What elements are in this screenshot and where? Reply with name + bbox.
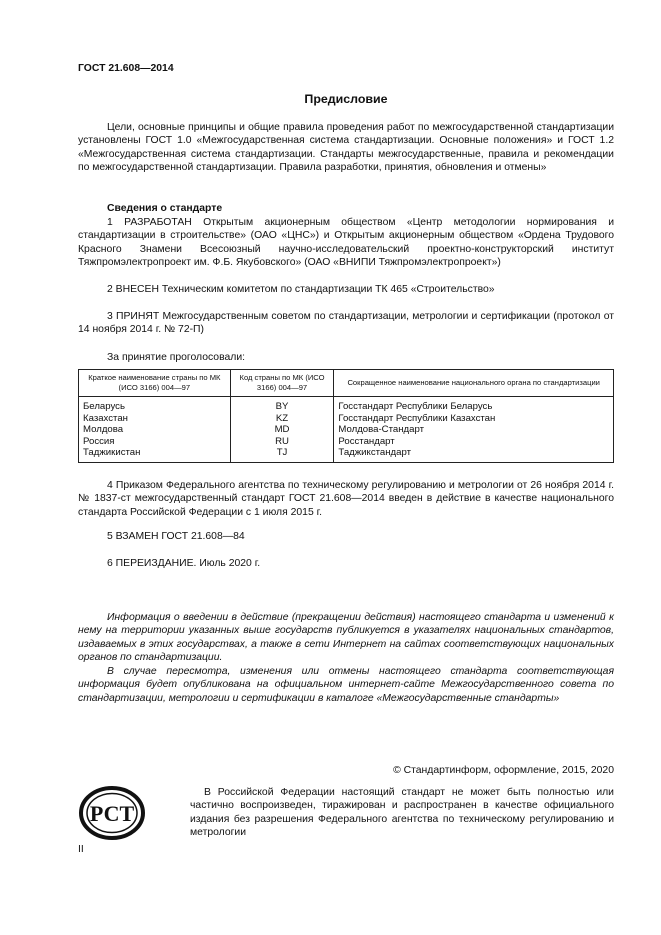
votes-table: [78, 369, 614, 463]
country-cell: Беларусь: [79, 397, 231, 413]
item-replaces: 5 ВЗАМЕН ГОСТ 21.608—84: [107, 531, 245, 542]
table-row: [79, 436, 614, 448]
code-cell: BY: [230, 397, 334, 413]
logo-text: РСТ: [89, 801, 135, 826]
header-country: Краткое наименование страны по МК (ИСО 3166) 004—97: [79, 370, 231, 397]
info-paragraph-revision: В случае пересмотра, изменения или отмены настоящего стандарта соответствующая информация будет опубликована на официальном интернет-сайте Межгосударственного совета по стандартизации, метрологии и сертификации в каталоге «Межгосударственные стандарты»: [78, 666, 614, 704]
code-cell: RU: [230, 436, 334, 448]
body-cell: Госстандарт Республики Беларусь: [334, 397, 614, 413]
section-heading: Сведения о стандарте: [107, 203, 223, 214]
body-cell: Таджикстандарт: [334, 447, 614, 462]
header-code: Код страны по МК (ИСО 3166) 004—97: [230, 370, 334, 397]
code-cell: MD: [230, 424, 334, 436]
table-row: [79, 424, 614, 436]
table-header-row: [79, 370, 614, 397]
intro-paragraph: Цели, основные принципы и общие правила проведения работ по межгосударственной стандартизации установлены ГОСТ 1.0 «Межгосударственная система стандартизации. Основные положения» и ГОСТ 1.2 «Межгосударственная система стандартизации. Стандарты межгосударственные, правила и рекомендации по межгосударственной стандартизации. Правила разработки, принятия, обновления и отмены»: [78, 122, 614, 174]
item-order: 4 Приказом Федерального агентства по техническому регулированию и метрологии от 26 ноября 2014 г. № 1837-ст межгосударственный стандарт ГОСТ 21.608—2014 введен в действие в качестве национального стандарта Российской Федерации с 1 июля 2015 г.: [78, 480, 614, 518]
header-body: Сокращенное наименование национального органа по стандартизации: [334, 370, 614, 397]
rst-certification-mark-icon: [78, 784, 146, 842]
item-introduced: 2 ВНЕСЕН Техническим комитетом по стандартизации ТК 465 «Строительство»: [107, 284, 495, 295]
table-row: [79, 413, 614, 425]
table-row: [79, 447, 614, 462]
code-cell: TJ: [230, 447, 334, 462]
standard-code: ГОСТ 21.608—2014: [78, 63, 174, 74]
code-cell: KZ: [230, 413, 334, 425]
country-cell: Казахстан: [79, 413, 231, 425]
country-cell: Таджикистан: [79, 447, 231, 462]
voted-label: За принятие проголосовали:: [107, 352, 246, 363]
page-number: II: [78, 844, 84, 855]
copyright: © Стандартинформ, оформление, 2015, 2020: [393, 765, 614, 776]
body-cell: Госстандарт Республики Казахстан: [334, 413, 614, 425]
table-row: [79, 397, 614, 413]
country-cell: Россия: [79, 436, 231, 448]
body-cell: Росстандарт: [334, 436, 614, 448]
item-developed: 1 РАЗРАБОТАН Открытым акционерным обществом «Центр методологии нормирования и стандартизации в строительстве» (ОАО «ЦНС») и Открытым акционерным обществом «Ордена Трудового Красного Знамени Всесоюзный научно-исследовательский проектно-конструкторский институт Тяжпромэлектропроект им. Ф.Б. Якубовского» (ОАО «ВНИПИ Тяжпромэлектропроект»): [78, 217, 614, 269]
item-accepted: 3 ПРИНЯТ Межгосударственным советом по стандартизации, метрологии и сертификации (протокол от 14 ноября 2014 г. № 72-П): [78, 311, 614, 336]
body-cell: Молдова-Стандарт: [334, 424, 614, 436]
page-title: Предисловие: [304, 92, 388, 106]
country-cell: Молдова: [79, 424, 231, 436]
copyright-notice: В Российской Федерации настоящий стандарт не может быть полностью или частично воспроизведен, тиражирован и распространен в качестве официального издания без разрешения Федерального агентства по техническому регулированию и метрологии: [190, 787, 614, 839]
item-reissue: 6 ПЕРЕИЗДАНИЕ. Июль 2020 г.: [107, 558, 261, 569]
info-paragraph-introduction: Информация о введении в действие (прекращении действия) настоящего стандарта и изменений к нему на территории указанных выше государств публикуется в указателях национальных стандартов, издаваемых в этих государствах, а также в сети Интернет на сайтах соответствующих национальных органов по стандартизации.: [78, 612, 614, 664]
